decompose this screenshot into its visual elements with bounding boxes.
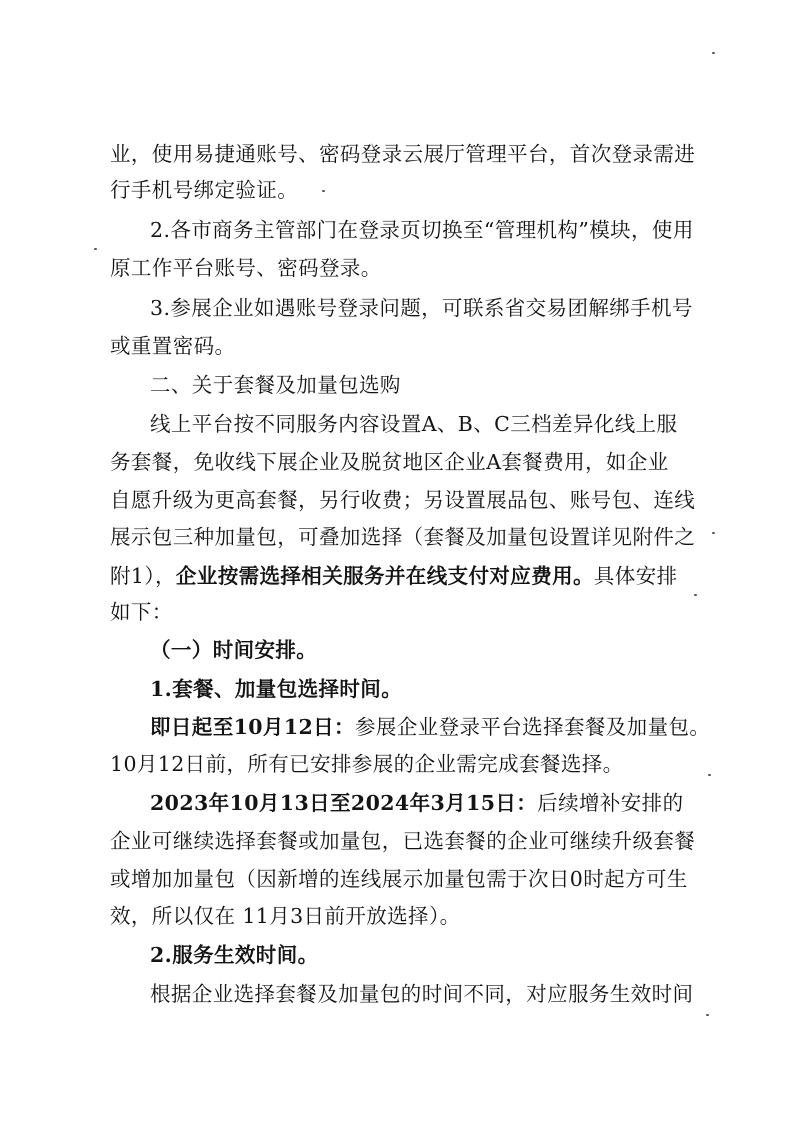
paragraph-line: 或重置密码。 — [110, 334, 236, 358]
paragraph-line: 原工作平台账号、密码登录。 — [110, 256, 382, 280]
paragraph-line: 自愿升级为更高套餐，另行收费；另设置展品包、账号包、连线 — [110, 488, 696, 512]
paragraph-line: 3.参展企业如遇账号登录问题，可联系省交易团解绑手机号 — [150, 296, 693, 320]
paragraph-line-mixed — [150, 713, 710, 741]
date-range-label: 即日起至10月12日： — [150, 715, 355, 739]
paragraph-line: 线上平台按不同服务内容设置A、B、C三档差异化线上服 — [150, 412, 678, 436]
scan-speck — [712, 532, 715, 534]
paragraph-line-mixed — [110, 562, 710, 590]
line-tail-text: 后续增补安排的 — [537, 791, 684, 815]
paragraph-line: 展示包三种加量包，可叠加选择（套餐及加量包设置详见附件之 — [110, 525, 696, 549]
line-start-text: 附1）， — [110, 564, 176, 588]
paragraph-line: 效，所以仅在 11月3日前开放选择）。 — [110, 904, 461, 928]
paragraph-line: 或增加加量包（因新增的连线展示加量包需于次日0时起方可生 — [110, 867, 688, 891]
line-tail-text: 参展企业登录平台选择套餐及加量包。 — [354, 715, 711, 739]
paragraph-line: 10月12日前，所有已安排参展的企业需完成套餐选择。 — [110, 752, 624, 776]
scan-speck — [706, 1014, 709, 1016]
date-range-label: 2023年10月13日至2024年3月15日： — [150, 791, 538, 815]
line-tail-text: 具体安排 — [593, 564, 678, 588]
scan-speck — [322, 190, 325, 192]
subsection-heading: 1.套餐、加量包选择时间。 — [150, 677, 403, 701]
paragraph-line: 务套餐，免收线下展企业及脱贫地区企业A套餐费用，如企业 — [110, 450, 669, 474]
bold-emphasis-text: 企业按需选择相关服务并在线支付对应费用。 — [175, 564, 594, 588]
paragraph-line: 如下： — [110, 600, 173, 624]
subsection-heading: （一）时间安排。 — [150, 638, 318, 662]
scan-speck — [694, 594, 697, 596]
paragraph-line: 2.各市商务主管部门在登录页切换至“管理机构”模块，使用 — [150, 218, 694, 242]
paragraph-line: 行手机号绑定验证。 — [110, 178, 299, 202]
paragraph-line: 根据企业选择套餐及加量包的时间不同，对应服务生效时间 — [150, 982, 694, 1006]
paragraph-line: 企业可继续选择套餐或加量包，已选套餐的企业可继续升级套餐 — [110, 829, 696, 853]
scan-speck — [708, 774, 711, 776]
section-heading: 二、关于套餐及加量包选购 — [150, 373, 401, 397]
paragraph-line-mixed — [150, 789, 710, 817]
scan-speck — [94, 248, 97, 250]
subsection-heading: 2.服务生效时间。 — [150, 943, 319, 967]
scan-speck — [712, 52, 715, 54]
paragraph-line: 业，使用易捷通账号、密码登录云展厅管理平台，首次登录需进 — [110, 142, 696, 166]
